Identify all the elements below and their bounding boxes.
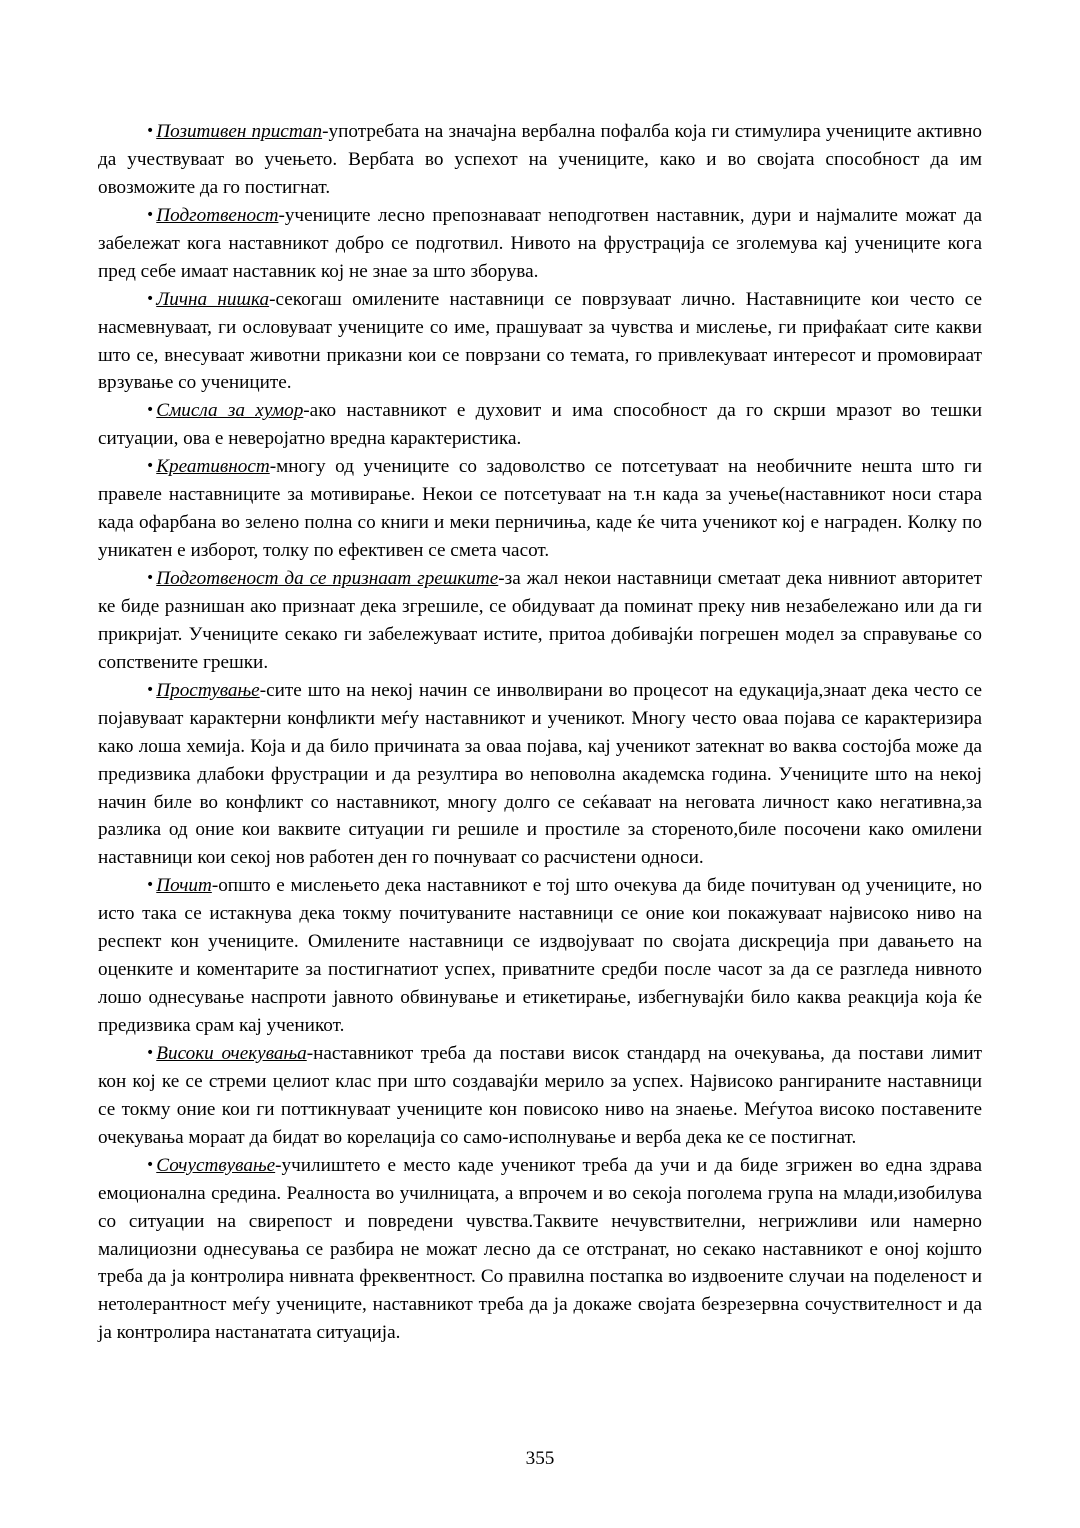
term-label: Почит bbox=[156, 875, 212, 897]
bullet-icon: • bbox=[146, 877, 155, 894]
list-item bbox=[98, 397, 982, 453]
term-label: Позитивен пристап bbox=[156, 121, 323, 142]
bullet-icon: • bbox=[146, 402, 155, 419]
list-item bbox=[98, 872, 982, 1040]
page-number: 355 bbox=[525, 1448, 555, 1469]
document-body bbox=[98, 118, 982, 1347]
paragraph-text: -секогаш омилените наставници се поврзуваат лично. Наставниците кои често се насмевнуваат, ги ословуваат учениците со име, прашуваат за чувства и мислење, ги прифаќаат сите какви што се, внесуваат животни приказни кои се поврзани со темата, го привлекуваат интересот и промовираат врзување со учениците. bbox=[98, 288, 982, 394]
term-label: Сочуствување bbox=[156, 1154, 276, 1176]
list-item bbox=[98, 453, 982, 565]
list-item bbox=[98, 677, 982, 873]
paragraph-text: -општо е мислењето дека наставникот е тој што очекува да биде почитуван од учениците, но исто така се истакнува дека токму почитуваните наставници се оние кои покажуваат највисоко ниво на респект кон учениците. Омилените наставници се издвојуваат по својата дискреција при давањето на оценките и коментарите за постигнатиот успех, приватните средби после часот за да се разгледа нивното лошо однесување наспроти јавното обвинување и етикетирање, избегнувајќи било каква реакција која ќе предизвика срам кај ученикот. bbox=[98, 875, 982, 1036]
paragraph-text: -учениците лесно препознаваат неподготвен наставник, дури и најмалите можат да забележат кога наставникот добро се подготвил. Нивото на фрустрација се зголемува кај учениците кога пред себе имаат наставник кој не знае за што зборува. bbox=[98, 204, 982, 282]
paragraph-text: -за жал некои наставници сметаат дека нивниот авторитет ке биде разнишан ако признаат дека згрешиле, се обидуваат да поминат преку нив незабележано или да ги прикријат. Учениците секако ги забележуваат истите, притоа добивајќи погрешен модел за справување со сопствените грешки. bbox=[98, 568, 982, 673]
bullet-icon: • bbox=[146, 570, 155, 586]
term-label: Простување bbox=[156, 679, 260, 701]
list-item bbox=[98, 118, 982, 202]
list-item bbox=[98, 1040, 982, 1152]
paragraph-text: -училиштето е место каде ученикот треба да учи и да биде згрижен во една здрава емоционална средина. Реалноста во училницата, а впрочем и во секоја поголема група на млади,изобилува со ситуации на свирепост и повредени чувства.Таквите нечувствителни, негрижливи или намерно малициозни однесувања се разбира не можат лесно да се отстранат, но секако наставникот е оној којшто треба да ја контролира нивната фреквентност. Со правилна постапка во издвоените случаи на поделеност и нетолерантност меѓу учениците, наставникот треба да ја докаже својата безрезервна сочуствителност и да ја контролира настанатата ситуација. bbox=[98, 1154, 982, 1344]
list-item bbox=[98, 286, 982, 398]
paragraph-text: -употребата на значајна вербална пофалба која ги стимулира учениците активно да учествуваат во учењето. Вербата во успехот на учениците, како и во својата способност да им овозможите да го постигнат. bbox=[98, 121, 983, 198]
bullet-icon: • bbox=[146, 123, 155, 139]
paragraph-text: -наставникот треба да постави висок стандард на очекувања, да постави лимит кон кој ке се стреми целиот клас при што создавајќи мерило за успех. Највисоко рангираните наставници се токму оние кои ги поттикнуваат учениците кон повисоко ниво на знаење. Меѓутоа високо поставените очекувања мораат да бидат во корелација со само-исполнување и верба дека ке се постигнат. bbox=[98, 1042, 982, 1148]
term-label: Подготвеност bbox=[156, 204, 279, 226]
term-label: Лична нишка bbox=[156, 288, 270, 310]
paragraph-text: -ако наставникот е духовит и има способност да го скрши мразот во тешки ситуации, ова е неверојатно вредна карактеристика. bbox=[98, 400, 982, 450]
list-item bbox=[98, 565, 982, 677]
term-label: Смисла за хумор bbox=[156, 400, 304, 422]
bullet-icon: • bbox=[146, 681, 155, 698]
paragraph-text: -многу од учениците со задоволство се потсетуваат на необичните нешта што ги правеле наставниците за мотивирање. Некои се потсетуваат на т.н када за учење(наставникот носи стара када офарбана во зелено полна со книги и меки перничиња, каде ќе чита ученикот кој е награден. Колку по уникатен е изборот, толку по ефективен се смета часот. bbox=[98, 456, 982, 562]
bullet-icon: • bbox=[146, 458, 155, 475]
bullet-icon: • bbox=[146, 1044, 155, 1061]
list-item bbox=[98, 202, 982, 286]
bullet-icon: • bbox=[146, 206, 155, 223]
list-item bbox=[98, 1152, 982, 1348]
bullet-icon: • bbox=[146, 290, 155, 307]
bullet-icon: • bbox=[146, 1156, 155, 1173]
paragraph-text: -сите што на некој начин се инволвирани во процесот на едукација,знаат дека често се појавуваат карактерни конфликти меѓу наставникот и ученикот. Многу често оваа појава се карактеризира како лоша хемија. Која и да било причината за оваа појава, кај ученикот затекнат во ваква состојба може да предизвика длабоки фрустрации и да резултира во неповолна академска година. Учениците што на некој начин биле во конфликт со наставникот, многу долго се сеќаваат на неговата личност како негативна,за разлика од оние кои ваквите ситуации ги решиле и простиле за стореното,биле посочени како омилени наставници кои секој нов работен ден го почнуваат со расчистени односи. bbox=[98, 679, 982, 869]
term-label: Креативност bbox=[156, 456, 270, 478]
term-label: Високи очекувања bbox=[156, 1042, 307, 1064]
term-label: Подготвеност да се признаат грешките bbox=[156, 568, 499, 589]
